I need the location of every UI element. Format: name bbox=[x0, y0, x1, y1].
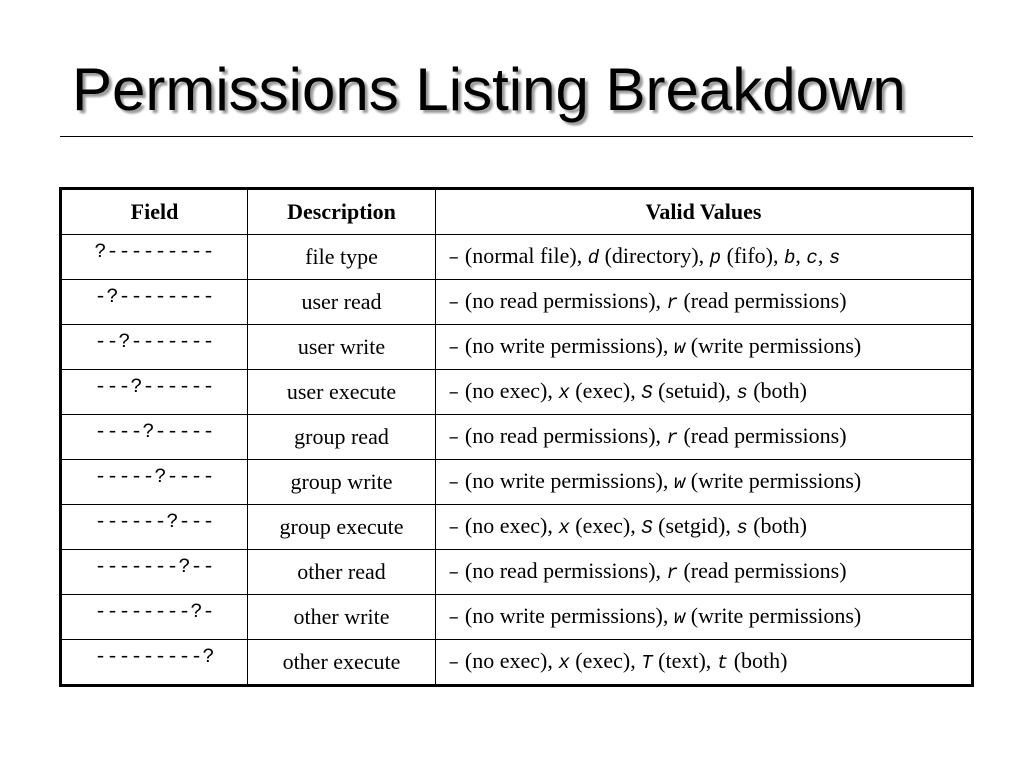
value-code: r bbox=[666, 562, 678, 584]
value-code: x bbox=[558, 652, 570, 674]
dash-symbol: – bbox=[448, 517, 460, 539]
field-pattern: ----?----- bbox=[61, 415, 248, 460]
field-pattern: --------?- bbox=[61, 595, 248, 640]
table-row bbox=[61, 595, 973, 640]
dash-symbol: – bbox=[448, 337, 460, 359]
header-field: Field bbox=[61, 189, 248, 235]
table-row bbox=[61, 640, 973, 686]
valid-values bbox=[436, 640, 973, 686]
value-code: c bbox=[806, 247, 818, 269]
value-text: (normal file), bbox=[459, 243, 588, 268]
dash-symbol: – bbox=[448, 562, 460, 584]
valid-values bbox=[436, 370, 973, 415]
value-code: w bbox=[673, 607, 686, 629]
value-text: (both) bbox=[747, 513, 807, 538]
table-row bbox=[61, 325, 973, 370]
value-text: (exec), bbox=[569, 378, 642, 403]
value-code: s bbox=[736, 382, 748, 404]
dash-symbol: – bbox=[448, 382, 460, 404]
permissions-table bbox=[59, 187, 974, 687]
value-text: (both) bbox=[747, 378, 807, 403]
value-text: (no exec), bbox=[459, 648, 559, 673]
valid-values bbox=[436, 415, 973, 460]
field-description: group write bbox=[248, 460, 436, 505]
valid-values bbox=[436, 235, 973, 280]
valid-values bbox=[436, 505, 973, 550]
value-text: (directory), bbox=[599, 243, 710, 268]
value-text: (read permissions) bbox=[677, 288, 847, 313]
value-code: S bbox=[641, 517, 653, 539]
value-text: (no read permissions), bbox=[459, 288, 667, 313]
value-text: (no write permissions), bbox=[459, 333, 674, 358]
table-row bbox=[61, 415, 973, 460]
value-text: (fifo), bbox=[721, 243, 784, 268]
value-text: (exec), bbox=[569, 648, 642, 673]
value-text: (both) bbox=[728, 648, 788, 673]
header-description: Description bbox=[248, 189, 436, 235]
value-code: x bbox=[558, 382, 570, 404]
value-code: p bbox=[709, 247, 722, 269]
value-text: (write permissions) bbox=[685, 603, 862, 628]
dash-symbol: – bbox=[448, 607, 460, 629]
table-header-row bbox=[61, 189, 973, 235]
field-pattern: --?------- bbox=[61, 325, 248, 370]
value-text: (write permissions) bbox=[685, 468, 862, 493]
field-description: other write bbox=[248, 595, 436, 640]
table-row bbox=[61, 280, 973, 325]
dash-symbol: – bbox=[448, 472, 460, 494]
value-code: w bbox=[673, 472, 686, 494]
field-pattern: -?-------- bbox=[61, 280, 248, 325]
value-code: b bbox=[784, 247, 796, 269]
value-code: s bbox=[828, 247, 841, 269]
field-pattern: -----?---- bbox=[61, 460, 248, 505]
value-code: w bbox=[673, 337, 686, 359]
valid-values bbox=[436, 550, 973, 595]
value-text: (setuid), bbox=[652, 378, 737, 403]
field-description: other read bbox=[248, 550, 436, 595]
value-text: (no exec), bbox=[459, 378, 559, 403]
field-description: group execute bbox=[248, 505, 436, 550]
value-code: r bbox=[666, 292, 678, 314]
value-text: (no read permissions), bbox=[459, 423, 667, 448]
value-text: , bbox=[817, 243, 829, 268]
table-row bbox=[61, 370, 973, 415]
field-description: group read bbox=[248, 415, 436, 460]
slide-title: Permissions Listing Breakdown bbox=[72, 56, 906, 123]
valid-values bbox=[436, 280, 973, 325]
value-code: s bbox=[736, 517, 748, 539]
value-code: d bbox=[587, 247, 600, 269]
field-pattern: -------?-- bbox=[61, 550, 248, 595]
value-text: (setgid), bbox=[652, 513, 737, 538]
value-text: (write permissions) bbox=[685, 333, 862, 358]
value-code: T bbox=[641, 652, 653, 674]
value-text: , bbox=[795, 243, 807, 268]
valid-values bbox=[436, 595, 973, 640]
value-text: (text), bbox=[652, 648, 717, 673]
field-description: file type bbox=[248, 235, 436, 280]
field-description: user execute bbox=[248, 370, 436, 415]
field-pattern: ------?--- bbox=[61, 505, 248, 550]
table-row bbox=[61, 505, 973, 550]
value-text: (read permissions) bbox=[677, 558, 847, 583]
dash-symbol: – bbox=[448, 292, 460, 314]
table-body bbox=[61, 235, 973, 686]
dash-symbol: – bbox=[448, 247, 460, 269]
value-text: (no write permissions), bbox=[459, 603, 674, 628]
value-code: r bbox=[666, 427, 678, 449]
value-text: (read permissions) bbox=[677, 423, 847, 448]
valid-values bbox=[436, 325, 973, 370]
table-row bbox=[61, 235, 973, 280]
dash-symbol: – bbox=[448, 427, 460, 449]
value-text: (no write permissions), bbox=[459, 468, 674, 493]
field-pattern: ---?------ bbox=[61, 370, 248, 415]
field-pattern: ---------? bbox=[61, 640, 248, 686]
value-code: S bbox=[641, 382, 653, 404]
table-row bbox=[61, 460, 973, 505]
value-text: (no exec), bbox=[459, 513, 559, 538]
valid-values bbox=[436, 460, 973, 505]
title-divider bbox=[60, 136, 973, 137]
value-code: t bbox=[716, 652, 729, 674]
value-text: (exec), bbox=[569, 513, 642, 538]
table-row bbox=[61, 550, 973, 595]
header-valid-values: Valid Values bbox=[436, 189, 973, 235]
value-code: x bbox=[558, 517, 570, 539]
dash-symbol: – bbox=[448, 652, 460, 674]
field-description: user write bbox=[248, 325, 436, 370]
field-pattern: ?--------- bbox=[61, 235, 248, 280]
field-description: other execute bbox=[248, 640, 436, 686]
field-description: user read bbox=[248, 280, 436, 325]
value-text: (no read permissions), bbox=[459, 558, 667, 583]
